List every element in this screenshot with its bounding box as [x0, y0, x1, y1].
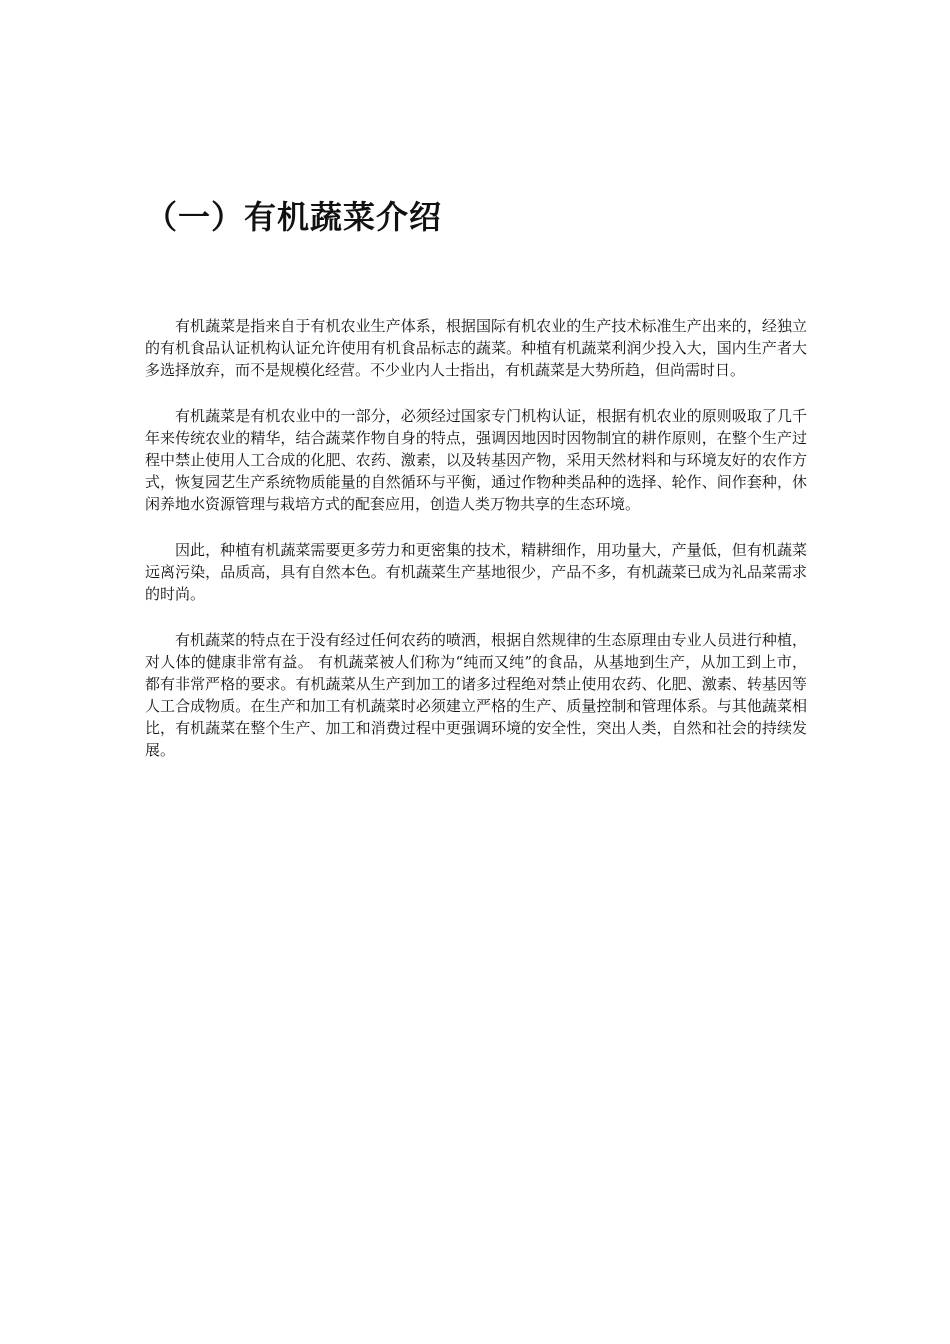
paragraph-2: 有机蔬菜是有机农业中的一部分，必须经过国家专门机构认证，根据有机农业的原则吸取了几千年来传统农业的精华，结合蔬菜作物自身的特点，强调因地因时因物制宜的耕作原则，在整个生产过程中禁止使用人工合成的化肥、农药、激素，以及转基因产物，采用天然材料和与环境友好的农作方式，恢复园艺生产系统物质能量的自然循环与平衡，通过作物种类品种的选择、轮作、间作套种，休闲养地水资源管理与栽培方式的配套应用，创造人类万物共享的生态环境。	[145, 407, 807, 513]
paragraph-1: 有机蔬菜是指来自于有机农业生产体系，根据国际有机农业的生产技术标准生产出来的，经独立的有机食品认证机构认证允许使用有机食品标志的蔬菜。种植有机蔬菜利润少投入大，国内生产者大多选择放弃，而不是规模化经营。不少业内人士指出，有机蔬菜是大势所趋，但尚需时日。	[145, 317, 807, 379]
document-title: （一）有机蔬菜介绍	[145, 198, 443, 236]
paragraph-4: 有机蔬菜的特点在于没有经过任何农药的喷洒，根据自然规律的生态原理由专业人员进行种植，对人体的健康非常有益。 有机蔬菜被人们称为“纯而又纯”的食品，从基地到生产，从加工到上市，都有非常严格的要求。有机蔬菜从生产到加工的诸多过程绝对禁止使用农药、化肥、激素、转基因等人工合成物质。在生产和加工有机蔬菜时必须建立严格的生产、质量控制和管理体系。与其他蔬菜相比，有机蔬菜在整个生产、加工和消费过程中更强调环境的安全性，突出人类，自然和社会的持续发展。	[145, 631, 807, 759]
paragraph-3: 因此，种植有机蔬菜需要更多劳力和更密集的技术，精耕细作，用功量大，产量低，但有机蔬菜远离污染，品质高，具有自然本色。有机蔬菜生产基地很少，产品不多，有机蔬菜已成为礼品菜需求的时尚。	[145, 541, 807, 603]
document-body	[145, 315, 807, 785]
